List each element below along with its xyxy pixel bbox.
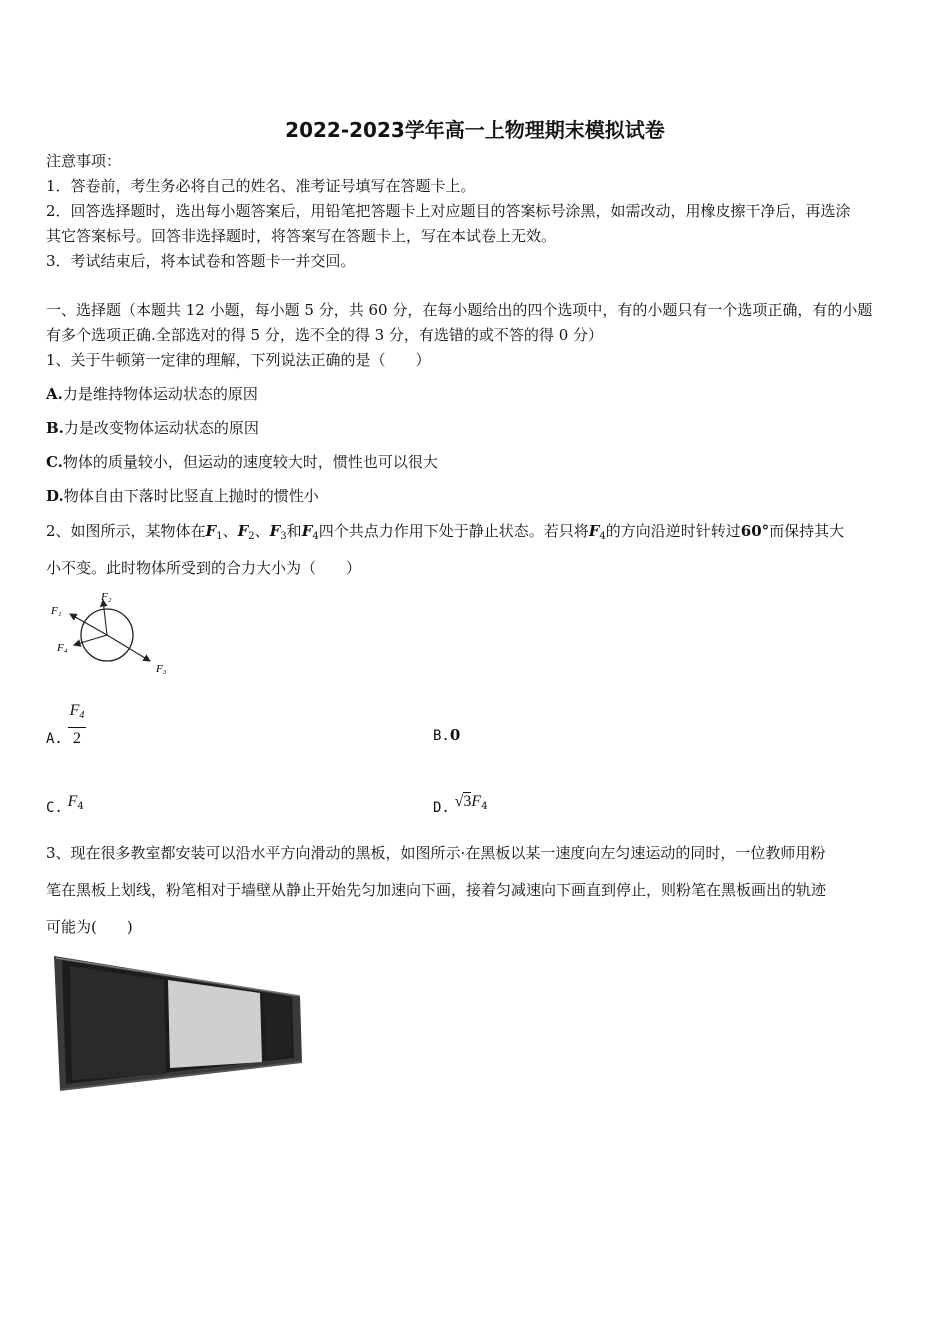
f4-arrow <box>74 635 107 645</box>
f2-arrow <box>103 600 107 635</box>
q3-stem-cont: 笔在黑板上划线，粉笔相对于墙壁从静止开始先匀加速向下画，接着匀减速向下画直到停止，则粉笔在黑板画出的轨迹 <box>46 881 827 899</box>
f4-label: F₄ <box>57 642 68 654</box>
q3-stem-cont: 可能为( ) <box>46 918 133 936</box>
q2-option-d: D. $√3F_4$ <box>433 793 488 816</box>
q1-option-a: A.力是维持物体运动状态的原因 <box>46 385 258 403</box>
q1-option-b: B.力是改变物体运动状态的原因 <box>46 419 259 437</box>
section-heading: 一、选择题（本题共 12 小题，每小题 5 分，共 60 分，在每小题给出的四个选项中，有的小题只有一个选项正确，有的小题 <box>46 301 873 319</box>
q1-option-c: C.物体的质量较小，但运动的速度较大时，惯性也可以很大 <box>46 453 438 471</box>
notice-item: 1．答卷前，考生务必将自己的姓名、准考证号填写在答题卡上。 <box>46 177 476 195</box>
f1-label: F₁ <box>51 605 62 617</box>
q1-stem: 1、关于牛顿第一定律的理解，下列说法正确的是（ ） <box>46 351 431 369</box>
fraction-f4-over-2: $\frac{F_4}{2}$ <box>69 702 85 747</box>
notice-item: 2．回答选择题时，选出每小题答案后，用铅笔把答题卡上对应题目的答案标号涂黑，如需改动，用橡皮擦干净后，再选涂 <box>46 202 851 220</box>
notice-heading: 注意事项： <box>46 152 122 170</box>
q2-option-b: B.0 <box>433 726 461 744</box>
notice-item: 其它答案标号。回答非选择题时，将答案写在答题卡上，写在本试卷上无效。 <box>46 227 557 245</box>
f3-label: F₃ <box>156 663 167 675</box>
q2-stem: 2、如图所示，某物体在$F_1$、$F_2$、$F_3$和$F_4$四个共点力作用下处于静止状态。若只将$F_4$的方向沿逆时针转过60°而保持其大 <box>46 522 845 542</box>
page-title: 2022-2023学年高一上物理期末模拟试卷 <box>285 118 665 142</box>
blackboard-image <box>52 950 304 1094</box>
q1-option-d: D.物体自由下落时比竖直上抛时的惯性小 <box>46 487 319 505</box>
q2-option-c: C. $F_4$ <box>46 793 84 816</box>
q2-stem-cont: 小不变。此时物体所受到的合力大小为（ ） <box>46 559 362 577</box>
section-heading-cont: 有多个选项正确.全部选对的得 5 分，选不全的得 3 分，有选错的或不答的得 0 分） <box>46 326 604 344</box>
q2-option-a: A. $\frac{F_4}{2}$ <box>46 700 86 750</box>
f2-label: F₂ <box>101 591 112 603</box>
q3-stem: 3、现在很多教室都安装可以沿水平方向滑动的黑板，如图所示·在黑板以某一速度向左匀速运动的同时，一位教师用粉 <box>46 844 826 862</box>
notice-item: 3．考试结束后，将本试卷和答题卡一并交回。 <box>46 252 356 270</box>
f3-arrow <box>107 635 150 661</box>
force-diagram <box>46 588 186 680</box>
